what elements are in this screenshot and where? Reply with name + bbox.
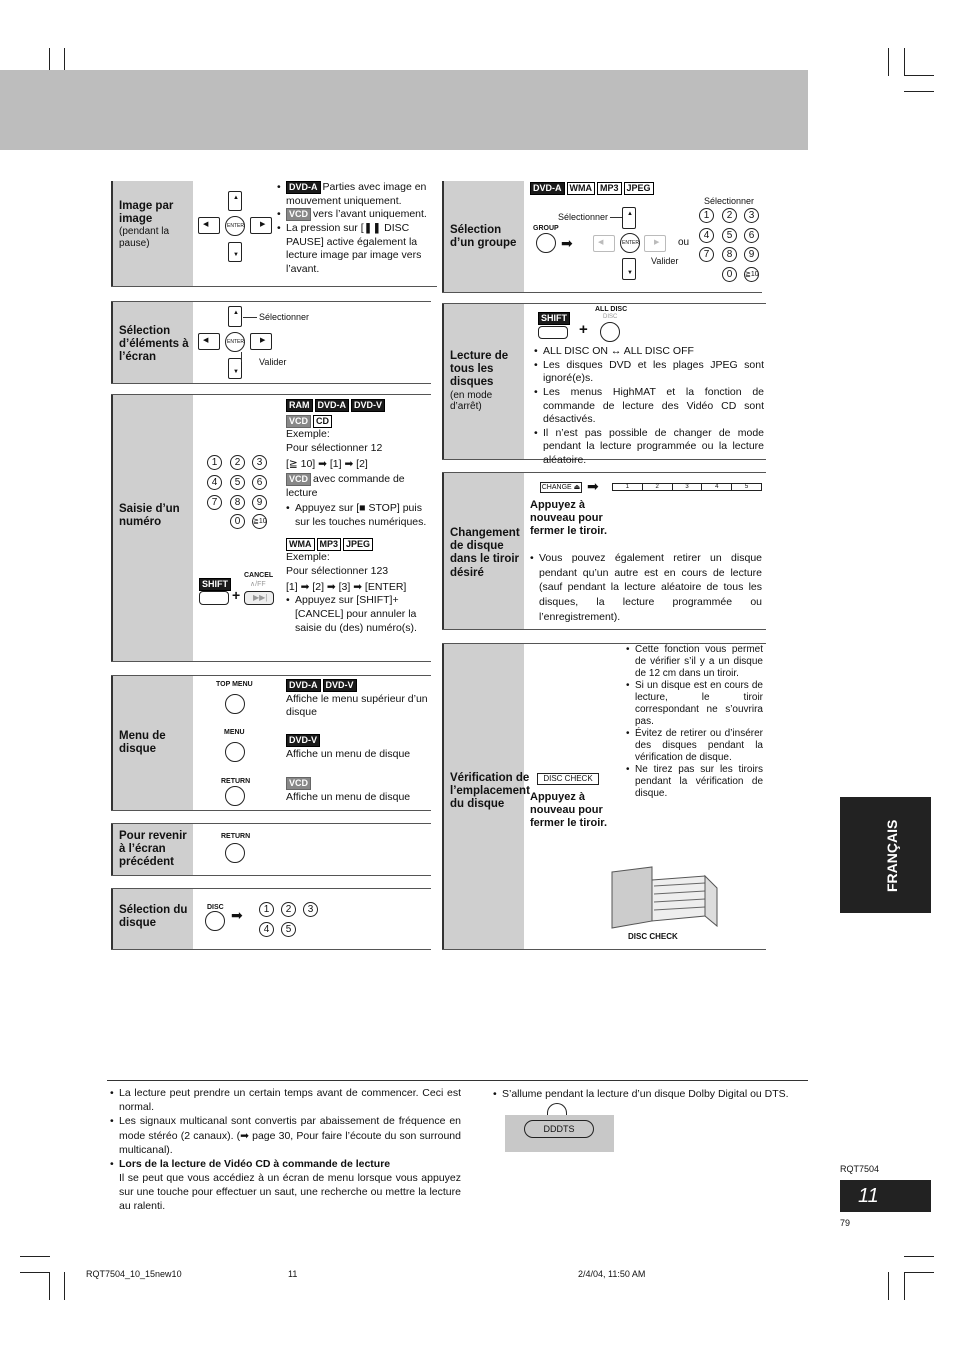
crop-mark bbox=[49, 1272, 50, 1300]
all-disc-label: ALL DISC bbox=[595, 306, 628, 313]
section-title: Menu de disque bbox=[119, 730, 166, 756]
crop-mark bbox=[20, 1256, 50, 1257]
return-button[interactable] bbox=[225, 786, 245, 806]
arrow-icon: ➡ bbox=[231, 907, 243, 923]
jpeg-tag: JPEG bbox=[343, 538, 373, 551]
return-button[interactable] bbox=[225, 843, 245, 863]
disc-button[interactable] bbox=[205, 911, 225, 931]
num-10-button[interactable]: ≧10 bbox=[744, 267, 759, 282]
num-5-button[interactable]: 5 bbox=[230, 475, 245, 490]
right-button[interactable]: ▶ bbox=[644, 235, 666, 252]
num-5-button[interactable]: 5 bbox=[281, 922, 296, 937]
vcd-text: avec commande de lecture bbox=[286, 473, 405, 499]
plus-sign: + bbox=[232, 587, 241, 603]
section-title: Lecture de tous les disques bbox=[450, 350, 509, 389]
ou-label: ou bbox=[678, 237, 690, 248]
group-label: GROUP bbox=[533, 225, 559, 232]
tray-2: 2 bbox=[643, 484, 673, 490]
dvd-v-tag: DVD-V bbox=[351, 399, 385, 412]
bullet-text: • Vous pouvez également retirer un disque pendant qu’un autre est en cours de lecture (sauf pendant la lecture aléatoire de tous les disques, la lecture programmée ou l’enregistrement). bbox=[530, 551, 762, 624]
note-heading: Lors de la lecture de Vidéo CD à commande de lecture bbox=[119, 1157, 391, 1170]
shift-button[interactable] bbox=[199, 591, 229, 605]
bullet-text: • Appuyez sur [■ STOP] puis sur les touches numériques. bbox=[286, 502, 431, 529]
num-4-button[interactable]: 4 bbox=[207, 475, 222, 490]
all-disc-button[interactable] bbox=[600, 322, 620, 342]
up-button[interactable]: ▲ bbox=[622, 207, 636, 229]
num-0-button[interactable]: 0 bbox=[722, 267, 737, 282]
left-button[interactable]: ◀ bbox=[198, 333, 220, 350]
menu-desc: Affiche un menu de disque bbox=[286, 747, 411, 760]
page-number-box: 11 bbox=[840, 1180, 931, 1212]
bullet-text: • Les menus HighMAT et la fonction de commande de lecture des Vidéo CD sont désactivés. bbox=[534, 386, 764, 427]
crop-mark bbox=[888, 1272, 889, 1300]
example-sequence: [1] ➡ [2] ➡ [3] ➡ [ENTER] bbox=[286, 580, 407, 593]
num-8-button[interactable]: 8 bbox=[722, 247, 737, 262]
tray-4: 4 bbox=[702, 484, 732, 490]
wma-tag: WMA bbox=[286, 538, 315, 551]
return-label: RETURN bbox=[221, 833, 251, 840]
cancel-sublabel: ∧/FF bbox=[250, 581, 266, 588]
section-selection-elements bbox=[111, 301, 431, 384]
num-3-button[interactable]: 3 bbox=[744, 208, 759, 223]
section-selection-groupe bbox=[442, 181, 762, 293]
num-6-button[interactable]: 6 bbox=[252, 475, 267, 490]
cd-tag: CD bbox=[313, 415, 332, 428]
section-title: Vérification de l’emplacement du disque bbox=[450, 772, 530, 811]
section-label bbox=[111, 824, 193, 875]
section-menu-disque bbox=[111, 675, 431, 811]
cancel-button[interactable]: ▶▶| bbox=[244, 591, 274, 605]
dts-display bbox=[505, 1115, 614, 1152]
section-changement-disque bbox=[442, 472, 766, 630]
callout-selectionner: Sélectionner bbox=[558, 212, 609, 222]
up-button[interactable]: ▲ bbox=[228, 306, 242, 327]
up-button[interactable]: ▲ bbox=[228, 191, 242, 211]
menu-label: MENU bbox=[224, 729, 245, 736]
vcd-tag: VCD bbox=[286, 473, 311, 486]
num-8-button[interactable]: 8 bbox=[230, 495, 245, 510]
bullet-text: • Il n’est pas possible de changer de mode pendant la lecture programmée ou la lecture aléatoire. bbox=[534, 427, 764, 468]
vcd-tag: VCD bbox=[286, 208, 311, 221]
language-tab bbox=[840, 797, 931, 913]
tray-5: 5 bbox=[744, 484, 749, 490]
section-title: Image par image bbox=[119, 200, 174, 226]
wma-tag: WMA bbox=[567, 182, 596, 195]
dts-indicator: DDDTS bbox=[524, 1120, 594, 1138]
bullet-text: Parties avec image en mouvement uniquement. bbox=[286, 181, 427, 207]
example-label: Exemple: bbox=[286, 428, 330, 441]
num-7-button[interactable]: 7 bbox=[207, 495, 222, 510]
disc-label: DISC bbox=[207, 904, 224, 911]
bullet-text: • ALL DISC ON ↔ ALL DISC OFF bbox=[534, 345, 764, 359]
num-5-button[interactable]: 5 bbox=[722, 228, 737, 243]
crop-mark bbox=[904, 1256, 934, 1257]
shift-label: SHIFT bbox=[538, 312, 570, 325]
section-selection-disque bbox=[111, 888, 431, 950]
bullet-text: La pression sur [❚❚ DISC PAUSE] active également la lecture image par image vers l’avant. bbox=[286, 221, 422, 275]
callout-valider: Valider bbox=[651, 256, 679, 266]
num-1-button[interactable]: 1 bbox=[207, 455, 222, 470]
num-2-button[interactable]: 2 bbox=[230, 455, 245, 470]
tray-1: 1 bbox=[613, 484, 643, 490]
section-title: Sélection d’un groupe bbox=[450, 224, 517, 250]
example-desc: Pour sélectionner 123 bbox=[286, 565, 389, 578]
dvd-a-tag: DVD-A bbox=[530, 182, 565, 195]
footer-page: 11 bbox=[288, 1269, 298, 1279]
indicator-leader bbox=[547, 1103, 567, 1115]
tray-indicator bbox=[612, 483, 762, 491]
footer-file: RQT7504_10_15new10 bbox=[86, 1269, 182, 1279]
section-label bbox=[111, 181, 193, 286]
top-menu-button[interactable] bbox=[225, 694, 245, 714]
callout-valider: Valider bbox=[259, 357, 287, 367]
cancel-label: CANCEL bbox=[244, 572, 274, 579]
down-button[interactable]: ▼ bbox=[622, 258, 636, 280]
left-button[interactable]: ◀ bbox=[198, 217, 220, 234]
disc-check-button[interactable]: DISC CHECK bbox=[537, 773, 599, 785]
bullet-text: • Ne tirez pas sur les tiroirs pendant la vérification de disque. bbox=[626, 764, 763, 800]
example-label: Exemple: bbox=[286, 551, 330, 564]
plus-sign: + bbox=[579, 321, 588, 338]
section-label bbox=[111, 302, 193, 383]
mp3-tag: MP3 bbox=[317, 538, 342, 551]
crop-mark bbox=[904, 75, 934, 76]
crop-mark bbox=[888, 48, 889, 76]
num-6-button[interactable]: 6 bbox=[744, 228, 759, 243]
section-label bbox=[442, 304, 524, 459]
callout-selectionner: Sélectionner bbox=[259, 312, 310, 322]
leader-line bbox=[243, 317, 257, 318]
menu-button[interactable] bbox=[225, 742, 245, 762]
enter-button[interactable]: ENTER bbox=[620, 233, 640, 253]
num-2-button[interactable]: 2 bbox=[281, 902, 296, 917]
menu-desc: Affiche un menu de disque bbox=[286, 790, 411, 803]
shift-button[interactable] bbox=[538, 326, 568, 339]
section-title: Saisie d’un numéro bbox=[119, 503, 180, 529]
num-2-button[interactable]: 2 bbox=[722, 208, 737, 223]
page-index: 79 bbox=[840, 1218, 851, 1228]
return-label: RETURN bbox=[221, 778, 251, 785]
notes-divider bbox=[107, 1080, 808, 1081]
section-verification bbox=[442, 643, 766, 950]
leader-line bbox=[610, 217, 622, 218]
section-saisie-numero bbox=[111, 394, 431, 662]
section-label bbox=[442, 473, 524, 629]
shift-label: SHIFT bbox=[199, 578, 231, 591]
crop-mark bbox=[904, 1272, 905, 1300]
note-text: Il se peut que vous accédiez à un écran de menu lorsque vous appuyez sur une touche pour effectuer un saut, une recherche ou mettre la lecture au ralenti. bbox=[119, 1172, 461, 1213]
section-subtitle: (en mode d’arrêt) bbox=[450, 389, 493, 413]
arrow-icon: ➡ bbox=[587, 478, 599, 494]
disc-check-caption: DISC CHECK bbox=[628, 932, 678, 941]
disc-tray-illustration bbox=[610, 866, 720, 934]
dvd-a-tag: DVD-A bbox=[286, 181, 321, 194]
right-button[interactable]: ▶ bbox=[250, 333, 272, 350]
bullet-text: • Cette fonction vous permet de vérifier s’il y a un disque de 12 cm dans un tiroir. bbox=[626, 644, 763, 680]
section-title: Sélection du disque bbox=[119, 904, 188, 930]
section-title: Pour revenir à l’écran précédent bbox=[119, 830, 187, 869]
dvd-a-tag: DVD-A bbox=[286, 679, 321, 692]
dvd-v-tag: DVD-V bbox=[286, 734, 320, 747]
enter-button[interactable]: ENTER bbox=[225, 332, 245, 352]
crop-mark bbox=[904, 48, 905, 76]
crop-mark bbox=[904, 91, 934, 92]
tray-3: 3 bbox=[673, 484, 703, 490]
arrow-icon: ➡ bbox=[561, 235, 573, 251]
section-image-par-image bbox=[111, 181, 437, 287]
ram-tag: RAM bbox=[286, 399, 313, 412]
dvd-v-tag: DVD-V bbox=[323, 679, 357, 692]
section-title: Sélection d’éléments à l’écran bbox=[119, 325, 189, 364]
num-3-button[interactable]: 3 bbox=[303, 902, 318, 917]
down-button[interactable]: ▼ bbox=[228, 358, 242, 379]
num-4-button[interactable]: 4 bbox=[699, 228, 714, 243]
section-label bbox=[442, 644, 530, 949]
bullet-text: • Les disques DVD et les plages JPEG sont ignoré(e)s. bbox=[534, 359, 764, 386]
num-4-button[interactable]: 4 bbox=[259, 922, 274, 937]
left-button[interactable]: ◀ bbox=[593, 235, 615, 252]
num-7-button[interactable]: 7 bbox=[699, 247, 714, 262]
example-sequence: [≧ 10] ➡ [1] ➡ [2] bbox=[286, 457, 368, 470]
notes-right bbox=[493, 1088, 813, 1102]
section-lecture-tous bbox=[442, 303, 766, 467]
crop-mark bbox=[64, 1272, 65, 1300]
section-revenir bbox=[111, 823, 431, 876]
num-9-button[interactable]: 9 bbox=[744, 247, 759, 262]
top-menu-label: TOP MENU bbox=[216, 681, 253, 688]
bullet-text: • Évitez de retirer ou d’insérer des disques pendant la vérification de disque. bbox=[626, 728, 763, 764]
jpeg-tag: JPEG bbox=[624, 182, 654, 195]
num-0-button[interactable]: 0 bbox=[230, 514, 245, 529]
language-tab-label: FRANÇAIS bbox=[884, 819, 900, 892]
press-again-text: Appuyez à nouveau pour fermer le tiroir. bbox=[530, 791, 608, 830]
bullet-text: • Appuyez sur [SHIFT]+[CANCEL] pour annuler la saisie du (des) numéro(s). bbox=[286, 594, 431, 635]
num-1-button[interactable]: 1 bbox=[259, 902, 274, 917]
section-subtitle: (pendant la pause) bbox=[119, 226, 170, 249]
enter-button[interactable]: ENTER bbox=[225, 216, 245, 236]
press-again-text: Appuyez à nouveau pour fermer le tiroir. bbox=[530, 499, 608, 538]
num-1-button[interactable]: 1 bbox=[699, 208, 714, 223]
note-text: • Les signaux multicanal sont convertis par abaissement de fréquence en mode stéréo (2 canaux). (➡ page 30, Pour faire l’écoute du son surround multicanal). bbox=[110, 1114, 461, 1157]
callout-selectionner: Sélectionner bbox=[704, 196, 755, 206]
down-button[interactable]: ▼ bbox=[228, 242, 242, 262]
note-text: • S’allume pendant la lecture d’un disque Dolby Digital ou DTS. bbox=[493, 1088, 813, 1102]
num-3-button[interactable]: 3 bbox=[252, 455, 267, 470]
section-label bbox=[111, 676, 193, 810]
vcd-tag: VCD bbox=[286, 415, 311, 428]
example-desc: Pour sélectionner 12 bbox=[286, 441, 383, 454]
section-label bbox=[111, 889, 193, 949]
leader-line bbox=[241, 352, 242, 362]
bullet-text: • Si un disque est en cours de lecture, le tiroir correspondant ne s’ouvrira pas. bbox=[626, 680, 763, 728]
menu-desc: Affiche le menu supérieur d’un disque bbox=[286, 692, 428, 719]
disc-sublabel: DISC bbox=[603, 314, 618, 320]
crop-mark bbox=[20, 1272, 50, 1273]
footer-datetime: 2/4/04, 11:50 AM bbox=[578, 1269, 646, 1279]
change-button[interactable]: CHANGE ⏏ bbox=[541, 484, 581, 491]
vcd-tag: VCD bbox=[286, 777, 311, 790]
notes-left bbox=[110, 1086, 461, 1214]
num-10-button[interactable]: ≧10 bbox=[252, 514, 267, 529]
mp3-tag: MP3 bbox=[597, 182, 622, 195]
group-button[interactable] bbox=[536, 233, 556, 253]
section-label bbox=[111, 395, 193, 661]
page-code: RQT7504 bbox=[840, 1164, 880, 1174]
right-button[interactable]: ▶ bbox=[250, 217, 272, 234]
dvd-a-tag: DVD-A bbox=[315, 399, 350, 412]
section-title: Changement de disque dans le tiroir désiré bbox=[450, 527, 520, 579]
section-label bbox=[442, 181, 524, 292]
note-text: • La lecture peut prendre un certain temps avant de commencer. Ceci est normal. bbox=[110, 1086, 461, 1114]
bullet-text: vers l’avant uniquement. bbox=[313, 208, 427, 221]
num-9-button[interactable]: 9 bbox=[252, 495, 267, 510]
header-band bbox=[0, 70, 808, 150]
crop-mark bbox=[904, 1272, 934, 1273]
